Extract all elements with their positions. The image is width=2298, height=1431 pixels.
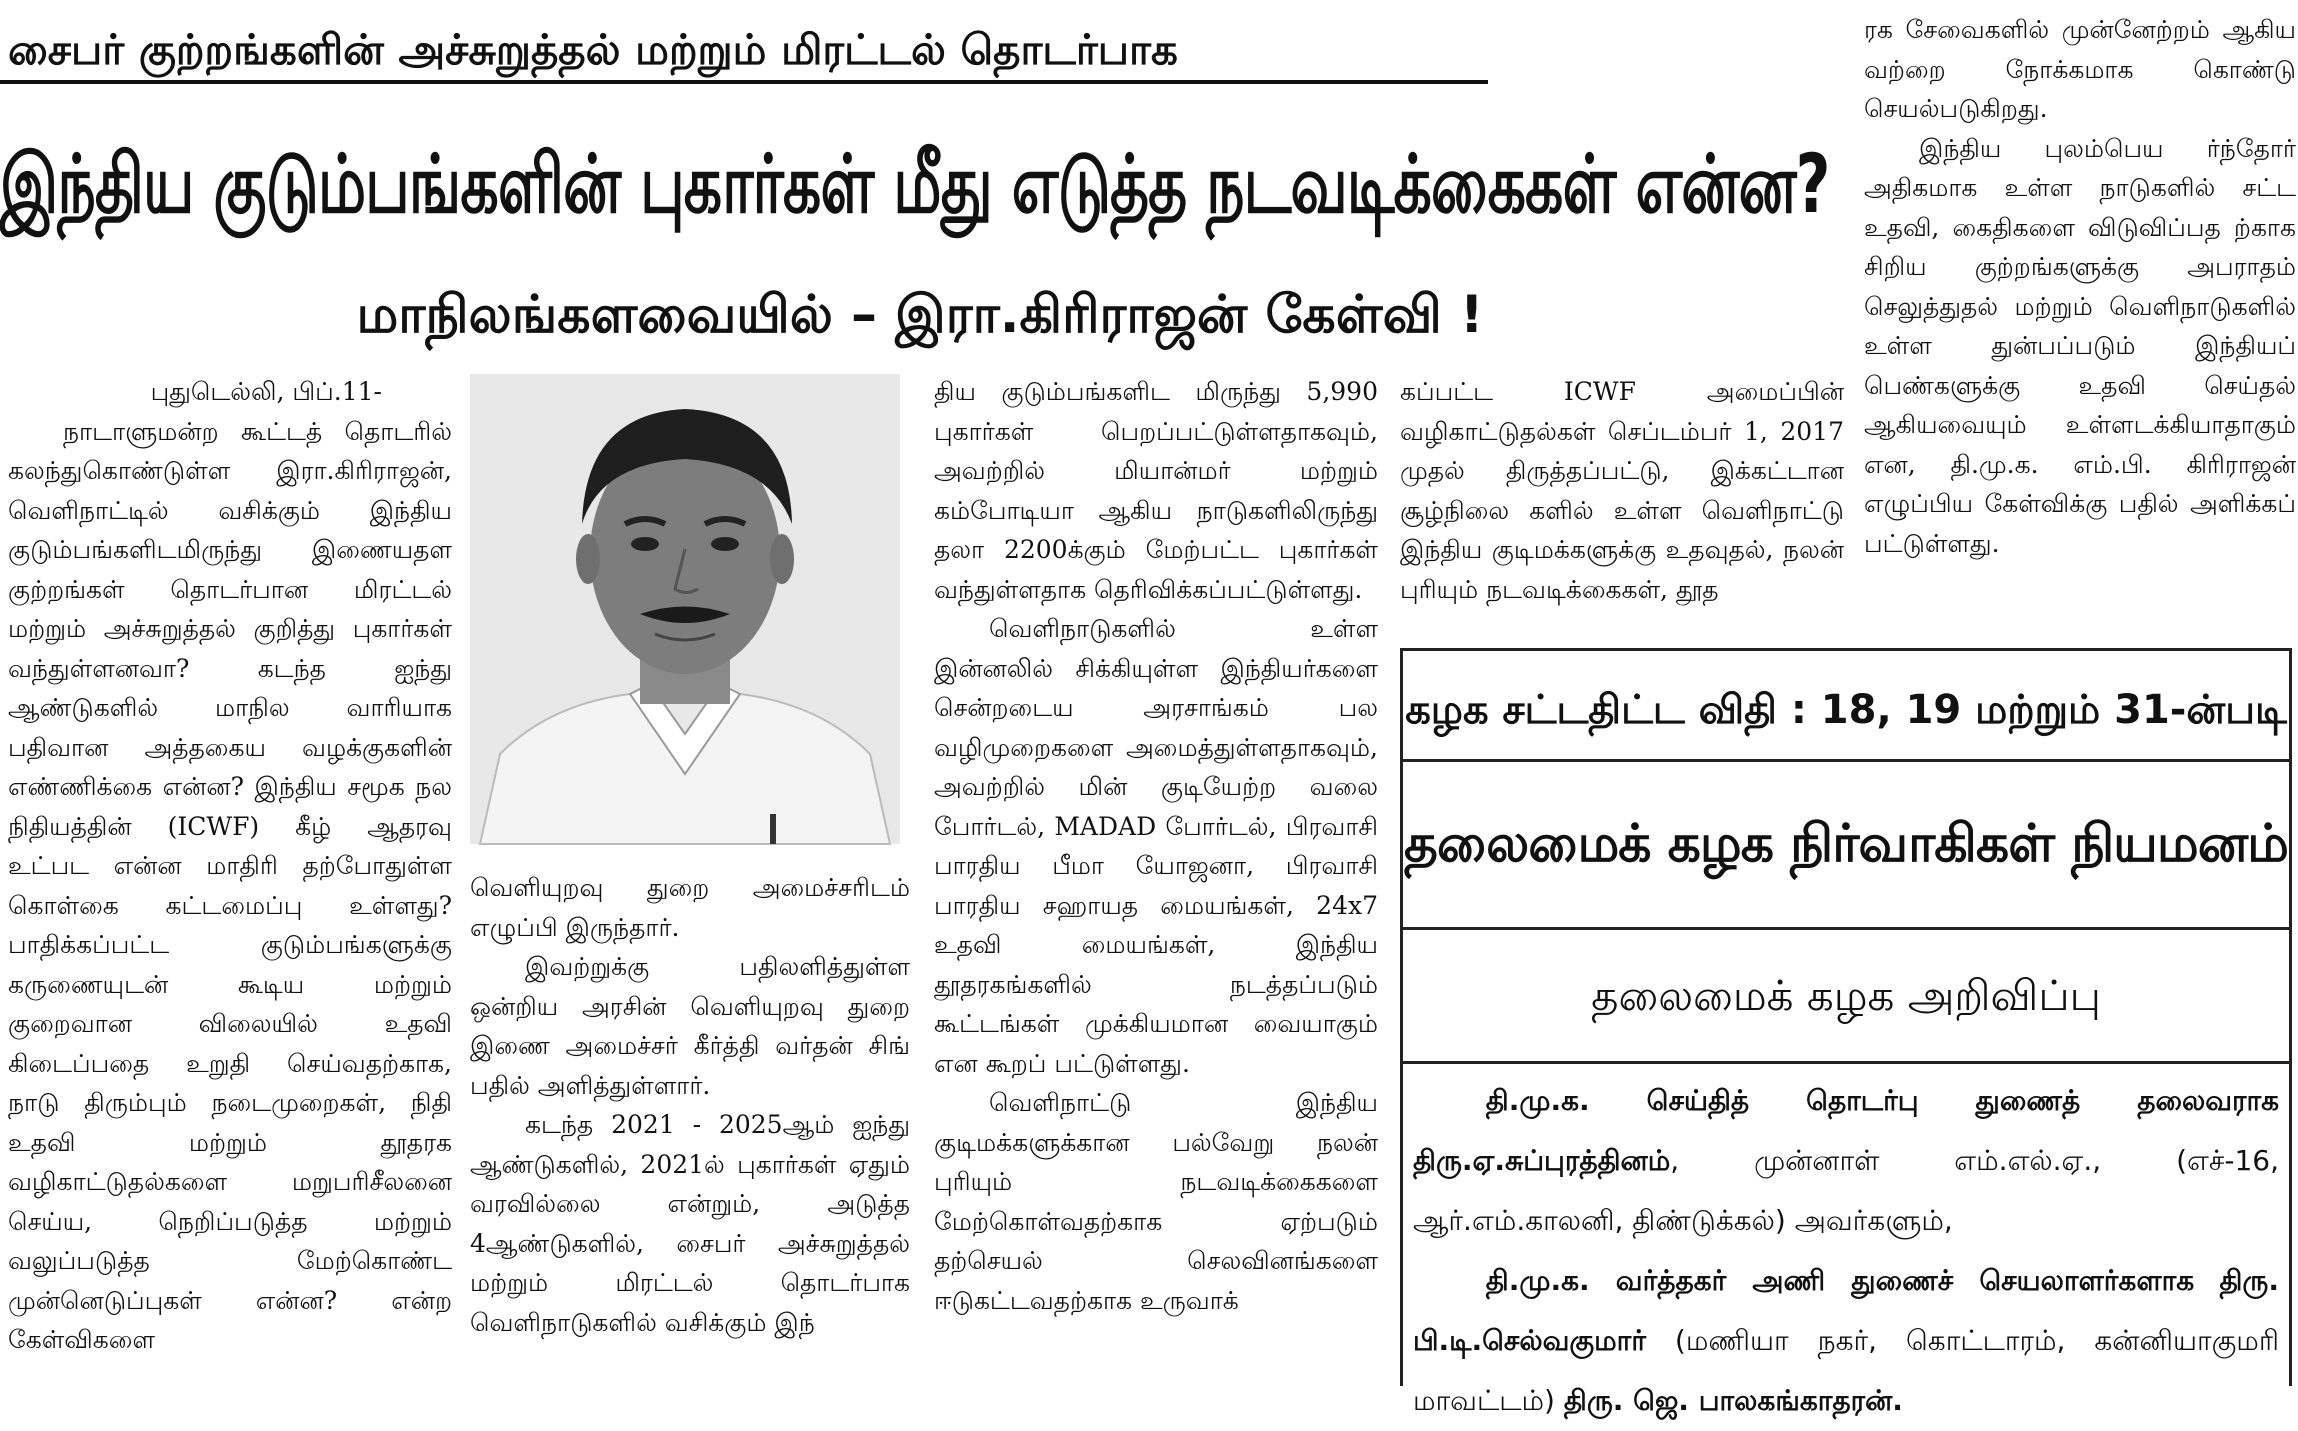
article-column-1 (8, 372, 452, 1386)
notice-paragraph-2 (1413, 1251, 2279, 1431)
notice-subtitle: தலைமைக் கழக அறிவிப்பு (1591, 971, 2101, 1020)
divider (1403, 927, 2289, 930)
paragraph: இந்திய புலம்பெய ர்ந்தோர் அதிகமாக உள்ள நாடுகளில் சட்ட உதவி, கைதிகளை விடுவிப்பத ற்காக சிறிய குற்றங்களுக்கு அபராதம் செலுத்துதல் மற்றும் வெளிநாடுகளில் உள்ள துன்பப்படும் இந்தியப் பெண்களுக்கு உதவி செய்தல் ஆகியவையும் உள்ளடக்கியாதாகும் என, தி.மு.க. எம்.பி. கிரிராஜன் எழுப்பிய கேள்விக்கு பதில் அளிக்கப் பட்டுள்ளது. (1864, 133, 2296, 558)
appointee-name: திரு.ஏ.சுப்புரத்தினம் (1413, 1144, 1671, 1177)
article-column-2 (470, 868, 910, 1386)
paragraph: கடந்த 2021 - 2025ஆம் ஐந்து ஆண்டுகளில், 2021ல் புகார்கள் ஏதும் வரவில்லை என்றும், அடுத்த 4ஆண்டுகளில், சைபர் அச்சுறுத்தல் மற்றும் மிரட்டல் தொடர்பாக வெளிநாடுகளில் வசிக்கும் இந் (470, 1110, 910, 1337)
appointee-name: திரு. பி.டி.செல்வகுமார் (1413, 1264, 2279, 1357)
notice-title: தலைமைக் கழக நிர்வாகிகள் நியமனம் (1404, 814, 2288, 874)
divider (1403, 759, 2289, 762)
appointee-details: (மணியா நகர், கொட்டாரம், கன்னியாகுமரி மாவட்டம்) (1413, 1324, 2279, 1417)
notice-body (1413, 1071, 2279, 1431)
paragraph: வெளியுறவு துறை அமைச்சரிடம் எழுப்பி இருந்தார். (470, 873, 910, 942)
article-column-4 (1400, 372, 1844, 622)
paragraph: கப்பட்ட ICWF அமைப்பின் வழிகாட்டுதல்கள் செப்டம்பர் 1, 2017 முதல் திருத்தப்பட்டு, இக்கட்டான சூழ்நிலை களில் உள்ள வெளிநாட்டு இந்திய குடிமக்களுக்கு உதவுதல், நலன் புரியும் நடவடிக்கைகள், தூத (1400, 377, 1844, 604)
article-headline: இந்திய குடும்பங்களின் புகார்கள் மீது எடுத்த நடவடிக்கைகள் என்ன? (0, 137, 1830, 233)
portrait-illustration (470, 374, 900, 844)
article-column-3 (934, 372, 1378, 1386)
paragraph: திய குடும்பங்களிட மிருந்து 5,990 புகார்கள் பெறப்பட்டுள்ளதாகவும், அவற்றில் மியான்மர் மற்றும் கம்போடியா ஆகிய நாடுகளிலிருந்து தலா 2200க்கும் மேற்பட்ட புகார்கள் வந்துள்ளதாக தெரிவிக்கப்பட்டுள்ளது. (934, 377, 1378, 604)
appointee-name: திரு. ஜெ. பாலகங்காதரன். (1563, 1384, 1903, 1417)
paragraph: வெளிநாட்டு இந்திய குடிமக்களுக்கான பல்வேறு நலன் புரியும் நடவடிக்கைகளை மேற்கொள்வதற்காக ஏற்படும் தற்செயல் செலவினங்களை ஈடுகட்டவதற்காக உருவாக் (934, 1088, 1378, 1315)
appointment-role: தி.மு.க. செய்தித் தொடர்பு துணைத் தலைவராக (1485, 1084, 2279, 1117)
paragraph: ரக சேவைகளில் முன்னேற்றம் ஆகிய வற்றை நோக்கமாக கொண்டு செயல்படுகிறது. (1864, 15, 2296, 123)
notice-kicker: கழக சட்டதிட்ட விதி : 18, 19 மற்றும் 31-ன்படி (1405, 687, 2287, 733)
party-notice-box (1400, 648, 2292, 1417)
dateline: புதுடெல்லி, பிப்.11- (150, 377, 382, 406)
notice-paragraph-1 (1413, 1071, 2279, 1251)
article-column-5 (1864, 10, 2296, 620)
paragraph: வெளிநாடுகளில் உள்ள இன்னலில் சிக்கியுள்ள இந்தியர்களை சென்றடைய அரசாங்கம் பல வழிமுறைகளை அமைத்துள்ளதாகவும், அவற்றில் மின் குடியேற்ற வலை போர்டல், MADAD போர்டல், பிரவாசி பாரதிய பீமா யோஜனா, பிரவாசி பாரதிய சஹாயத மையங்கள், 24x7 உதவி மையங்கள், இந்திய தூதரகங்களில் நடத்தப்படும் கூட்டங்கள் முக்கியமான வையாகும் என கூறப் பட்டுள்ளது. (934, 614, 1378, 1078)
paragraph: இவற்றுக்கு பதிலளித்துள்ள ஒன்றிய அரசின் வெளியுறவு துறை இணை அமைச்சர் கீர்த்தி வர்தன் சிங் பதில் அளித்துள்ளார். (470, 952, 910, 1100)
article-kicker: சைபர் குற்றங்களின் அச்சுறுத்தல் மற்றும் மிரட்டல் தொடர்பாக (8, 25, 1178, 74)
article-subhead: மாநிலங்களவையில் – இரா.கிரிராஜன் கேள்வி ! (356, 285, 1484, 345)
divider (1403, 1061, 2289, 1064)
appointment-role: தி.மு.க. வர்த்தகர் அணி துணைச் செயலாளர்களாக (1485, 1264, 2195, 1297)
paragraph: நாடாளுமன்ற கூட்டத் தொடரில் கலந்துகொண்டுள்ள இரா.கிரிராஜன், வெளிநாட்டில் வசிக்கும் இந்திய குடும்பங்களிடமிருந்து இணையதள குற்றங்கள் தொடர்பான மிரட்டல் மற்றும் அச்சுறுத்தல் குறித்து புகார்கள் வந்துள்ளனவா? கடந்த ஐந்து ஆண்டுகளில் மாநில வாரியாக பதிவான அத்தகைய வழக்குகளின் எண்ணிக்கை என்ன? இந்திய சமூக நல நிதியத்தின் (ICWF) கீழ் ஆதரவு உட்பட என்ன மாதிரி தற்போதுள்ள கொள்கை கட்டமைப்பு உள்ளது? பாதிக்கப்பட்ட குடும்பங்களுக்கு கருணையுடன் கூடிய மற்றும் குறைவான விலையில் உதவி கிடைப்பதை உறுதி செய்வதற்காக, நாடு திரும்பும் நடைமுறைகள், நிதி உதவி மற்றும் தூதரக வழிகாட்டுதல்களை மறுபரிசீலனை செய்ய, நெறிப்படுத்த மற்றும் வலுப்படுத்த மேற்கொண்ட முன்னெடுப்புகள் என்ன? என்ற கேள்விகளை (8, 416, 452, 1354)
appointee-details: , முன்னாள் எம்.எல்.ஏ., (எச்-16, ஆர்.எம்.காலனி, திண்டுக்கல்) அவர்களும், (1413, 1144, 2279, 1237)
portrait-photo (470, 374, 900, 844)
kicker-underline (0, 80, 1488, 84)
